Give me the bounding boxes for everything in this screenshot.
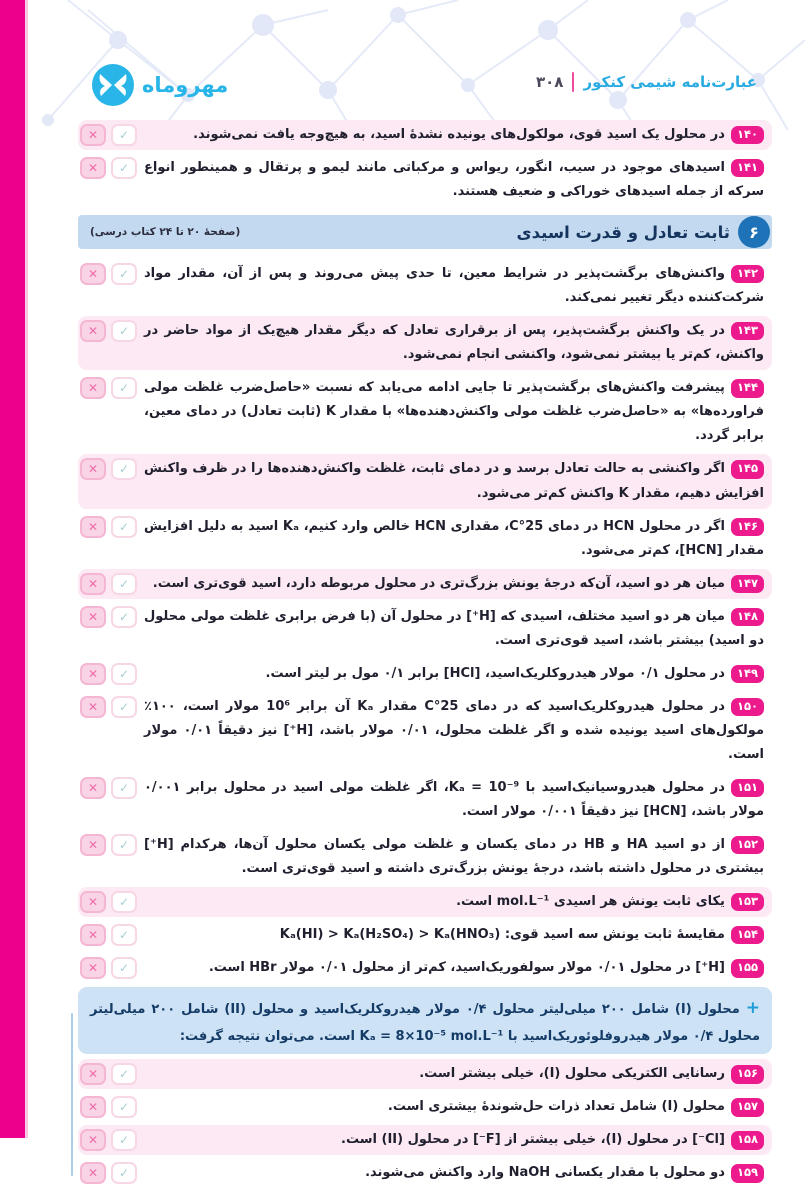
note-box <box>78 987 772 1054</box>
statements-column <box>78 120 772 1191</box>
item-number-badge: ۱۵۱ <box>731 779 764 797</box>
item-text: میان هر دو اسید مختلف، اسیدی که [H⁺] در محلول آن (با فرض برابری غلظت مولی محلول دو اسید) بیشتر باشد، اسید قوی‌تری است. <box>144 608 764 648</box>
wrong-checkbox[interactable]: ✕ <box>80 320 106 342</box>
items-equilibrium-section <box>78 259 772 983</box>
item-number-badge: ۱۴۰ <box>731 126 764 144</box>
statement-row <box>78 259 772 313</box>
correct-checkbox[interactable]: ✓ <box>111 1129 137 1151</box>
wrong-checkbox[interactable]: ✕ <box>80 1162 106 1184</box>
correct-checkbox[interactable]: ✓ <box>111 834 137 856</box>
answer-checkboxes <box>80 458 137 480</box>
wrong-checkbox[interactable]: ✕ <box>80 777 106 799</box>
item-text: اگر در محلول HCN در دمای 25°C، مقداری HCN خالص وارد کنیم، Kₐ اسید به دلیل افزایش مقدار [HCN]، کم‌تر می‌شود. <box>144 518 764 558</box>
section-number-badge: ۶ <box>738 216 770 248</box>
correct-checkbox[interactable]: ✓ <box>111 891 137 913</box>
plus-icon: + <box>745 998 761 1019</box>
item-text: از دو اسید HA و HB در دمای یکسان و غلظت مولی یکسان محلول آن‌ها، هرکدام [H⁺] بیشتری در محلول داشته باشد، درجهٔ یونش بزرگ‌تری داشته و اسید قوی‌تری است. <box>144 837 764 877</box>
wrong-checkbox[interactable]: ✕ <box>80 957 106 979</box>
wrong-checkbox[interactable]: ✕ <box>80 573 106 595</box>
answer-checkboxes <box>80 1063 137 1085</box>
correct-checkbox[interactable]: ✓ <box>111 573 137 595</box>
items-note-conclusions <box>78 1059 772 1188</box>
note-connector-line <box>71 1013 73 1176</box>
running-head <box>536 72 757 92</box>
answer-checkboxes <box>80 1129 137 1151</box>
item-text: [Cl⁻] در محلول (I)، خیلی بیشتر از [F⁻] در محلول (II) است. <box>341 1132 725 1148</box>
correct-checkbox[interactable]: ✓ <box>111 924 137 946</box>
answer-checkboxes <box>80 924 137 946</box>
statement-row <box>78 602 772 656</box>
item-text: واکنش‌های برگشت‌پذیر در شرایط معین، تا حدی پیش می‌روند و پس از آن، مقدار مواد شرکت‌کننده دیگر تغییر نمی‌کند. <box>144 266 764 306</box>
statement-row <box>78 830 772 884</box>
correct-checkbox[interactable]: ✓ <box>111 663 137 685</box>
item-text: اگر واکنشی به حالت تعادل برسد و در دمای ثابت، غلظت واکنش‌دهنده‌ها را در ظرف واکنش افزایش دهیم، مقدار K واکنش کم‌تر می‌شود. <box>144 461 764 501</box>
section-title: ثابت تعادل و قدرت اسیدی <box>516 222 730 242</box>
book-title: عبارت‌نامه شیمی کنکور <box>583 73 757 91</box>
correct-checkbox[interactable]: ✓ <box>111 516 137 538</box>
item-number-badge: ۱۴۱ <box>731 159 764 177</box>
wrong-checkbox[interactable]: ✕ <box>80 891 106 913</box>
statement-row <box>78 953 772 983</box>
item-number-badge: ۱۵۷ <box>731 1098 764 1116</box>
correct-checkbox[interactable]: ✓ <box>111 320 137 342</box>
section-page-ref: (صفحهٔ ۲۰ تا ۲۴ کتاب درسی) <box>90 226 241 239</box>
wrong-checkbox[interactable]: ✕ <box>80 377 106 399</box>
item-text: در محلول هیدروسیانیک‌اسید با Kₐ = 10⁻⁹، اگر غلظت مولی اسید در محلول برابر ۰/۰۰۱ مولار باشد، [HCN] نیز دقیقاً ۰/۰۰۱ مولار است. <box>144 779 764 820</box>
wrong-checkbox[interactable]: ✕ <box>80 157 106 179</box>
item-text: مقایسهٔ ثابت یونش سه اسید قوی: Kₐ(HI) > Kₐ(H₂SO₄) > Kₐ(HNO₃) <box>279 927 725 943</box>
item-number-badge: ۱۵۲ <box>731 836 764 854</box>
statement-row <box>78 773 772 827</box>
item-text: دو محلول با مقدار یکسانی NaOH وارد واکنش می‌شوند. <box>365 1165 725 1181</box>
statement-row <box>78 1092 772 1122</box>
answer-checkboxes <box>80 157 137 179</box>
item-number-badge: ۱۵۵ <box>731 959 764 977</box>
item-number-badge: ۱۴۶ <box>731 518 764 536</box>
statement-row <box>78 569 772 599</box>
statement-row <box>78 887 772 917</box>
wrong-checkbox[interactable]: ✕ <box>80 606 106 628</box>
correct-checkbox[interactable]: ✓ <box>111 124 137 146</box>
answer-checkboxes <box>80 320 137 342</box>
item-number-badge: ۱۴۴ <box>731 379 764 397</box>
correct-checkbox[interactable]: ✓ <box>111 157 137 179</box>
correct-checkbox[interactable]: ✓ <box>111 263 137 285</box>
magenta-spine-bar <box>0 0 28 1138</box>
correct-checkbox[interactable]: ✓ <box>111 458 137 480</box>
item-number-badge: ۱۴۵ <box>731 460 764 478</box>
wrong-checkbox[interactable]: ✕ <box>80 263 106 285</box>
item-number-badge: ۱۵۰ <box>731 698 764 716</box>
statement-row <box>78 1125 772 1155</box>
correct-checkbox[interactable]: ✓ <box>111 777 137 799</box>
page-header <box>28 0 805 118</box>
answer-checkboxes <box>80 663 137 685</box>
wrong-checkbox[interactable]: ✕ <box>80 1096 106 1118</box>
statement-row <box>78 512 772 566</box>
item-number-badge: ۱۴۲ <box>731 265 764 283</box>
page-number: ۳۰۸ <box>536 73 564 91</box>
statement-row <box>78 692 772 770</box>
item-text: در یک واکنش برگشت‌پذیر، پس از برقراری تعادل که دیگر مقدار هیچ‌یک از مواد حاضر در واکنش، کم‌تر یا بیشتر نمی‌شود، واکنشی انجام نمی‌شود. <box>144 323 764 363</box>
note-group <box>78 987 772 1188</box>
answer-checkboxes <box>80 606 137 628</box>
correct-checkbox[interactable]: ✓ <box>111 1096 137 1118</box>
answer-checkboxes <box>80 573 137 595</box>
answer-checkboxes <box>80 1096 137 1118</box>
answer-checkboxes <box>80 834 137 856</box>
item-number-badge: ۱۵۸ <box>731 1131 764 1149</box>
item-number-badge: ۱۴۹ <box>731 665 764 683</box>
publisher-name: مهروماه <box>142 73 229 97</box>
correct-checkbox[interactable]: ✓ <box>111 696 137 718</box>
item-text: در محلول یک اسید قوی، مولکول‌های یونیده نشدهٔ اسید، به هیچ‌وجه یافت نمی‌شوند. <box>193 127 725 142</box>
answer-checkboxes <box>80 777 137 799</box>
butterfly-logo-icon <box>90 62 136 108</box>
answer-checkboxes <box>80 957 137 979</box>
correct-checkbox[interactable]: ✓ <box>111 377 137 399</box>
answer-checkboxes <box>80 891 137 913</box>
item-text: محلول (I) شامل تعداد ذرات حل‌شوندهٔ بیشتری است. <box>387 1099 725 1115</box>
item-text: رسانایی الکتریکی محلول (I)، خیلی بیشتر است. <box>419 1066 725 1082</box>
header-divider <box>572 72 574 92</box>
wrong-checkbox[interactable]: ✕ <box>80 663 106 685</box>
wrong-checkbox[interactable]: ✕ <box>80 696 106 718</box>
correct-checkbox[interactable]: ✓ <box>111 957 137 979</box>
item-text: یکای ثابت یونش هر اسیدی mol.L⁻¹ است. <box>456 894 725 910</box>
item-text: در محلول هیدروکلریک‌اسید که در دمای 25°C مقدار Kₐ آن برابر 10⁶ مولار است، ۱۰۰٪ مولکول‌های اسید یونیده شده و اگر غلظت محلول، ۰/۰۱ مولار باشد، [H⁺] نیز دقیقاً ۰/۰۱ مولار است. <box>144 698 764 762</box>
answer-checkboxes <box>80 516 137 538</box>
correct-checkbox[interactable]: ✓ <box>111 606 137 628</box>
statement-row <box>78 454 772 508</box>
publisher-logo <box>90 62 228 108</box>
wrong-checkbox[interactable]: ✕ <box>80 516 106 538</box>
answer-checkboxes <box>80 1162 137 1184</box>
answer-checkboxes <box>80 377 137 399</box>
statement-row <box>78 120 772 150</box>
item-text: میان هر دو اسید، آن‌که درجهٔ یونش بزرگ‌تری در محلول مربوطه دارد، اسید قوی‌تری است. <box>152 575 725 591</box>
statement-row <box>78 316 772 370</box>
statement-row <box>78 1158 772 1188</box>
note-text: محلول (I) شامل ۲۰۰ میلی‌لیتر محلول ۰/۴ مولار هیدروکلریک‌اسید و محلول (II) شامل ۲۰۰ میلی‌لیتر محلول ۰/۴ مولار هیدروفلوئوریک‌اسید با Kₐ = 8×10⁻⁵ mol.L⁻¹ است. می‌توان نتیجه گرفت: <box>90 1002 760 1044</box>
item-number-badge: ۱۴۷ <box>731 575 764 593</box>
item-number-badge: ۱۵۴ <box>731 926 764 944</box>
statement-row <box>78 373 772 451</box>
statement-row <box>78 1059 772 1089</box>
wrong-checkbox[interactable]: ✕ <box>80 1063 106 1085</box>
wrong-checkbox[interactable]: ✕ <box>80 458 106 480</box>
item-number-badge: ۱۴۳ <box>731 322 764 340</box>
statement-row <box>78 153 772 207</box>
answer-checkboxes <box>80 696 137 718</box>
wrong-checkbox[interactable]: ✕ <box>80 124 106 146</box>
item-number-badge: ۱۵۶ <box>731 1065 764 1083</box>
items-before-section <box>78 120 772 207</box>
answer-checkboxes <box>80 263 137 285</box>
wrong-checkbox[interactable]: ✕ <box>80 834 106 856</box>
item-text: اسیدهای موجود در سیب، انگور، ریواس و مرکباتی مانند لیمو و پرتقال و همینطور انواع سرکه از جمله اسیدهای خوراکی و ضعیف هستند. <box>144 160 764 200</box>
item-text: پیشرفت واکنش‌های برگشت‌پذیر تا جایی ادامه می‌یابد که نسبت «حاصل‌ضرب غلظت مولی فراورده‌ها» به «حاصل‌ضرب غلظت مولی واکنش‌دهنده‌ها» با مقدار K (ثابت تعادل) در دمای معین، برابر گردد. <box>144 380 764 444</box>
correct-checkbox[interactable]: ✓ <box>111 1063 137 1085</box>
item-number-badge: ۱۴۸ <box>731 608 764 626</box>
wrong-checkbox[interactable]: ✕ <box>80 1129 106 1151</box>
correct-checkbox[interactable]: ✓ <box>111 1162 137 1184</box>
item-text: در محلول ۰/۱ مولار هیدروکلریک‌اسید، [HCl] برابر ۰/۱ مول بر لیتر است. <box>265 665 725 681</box>
answer-checkboxes <box>80 124 137 146</box>
item-number-badge: ۱۵۹ <box>731 1164 764 1182</box>
item-number-badge: ۱۵۳ <box>731 893 764 911</box>
item-text: [H⁺] در محلول ۰/۰۱ مولار سولفوریک‌اسید، کم‌تر از محلول ۰/۰۱ مولار HBr است. <box>208 960 725 976</box>
wrong-checkbox[interactable]: ✕ <box>80 924 106 946</box>
section-header <box>78 215 772 249</box>
statement-row <box>78 659 772 689</box>
statement-row <box>78 920 772 950</box>
